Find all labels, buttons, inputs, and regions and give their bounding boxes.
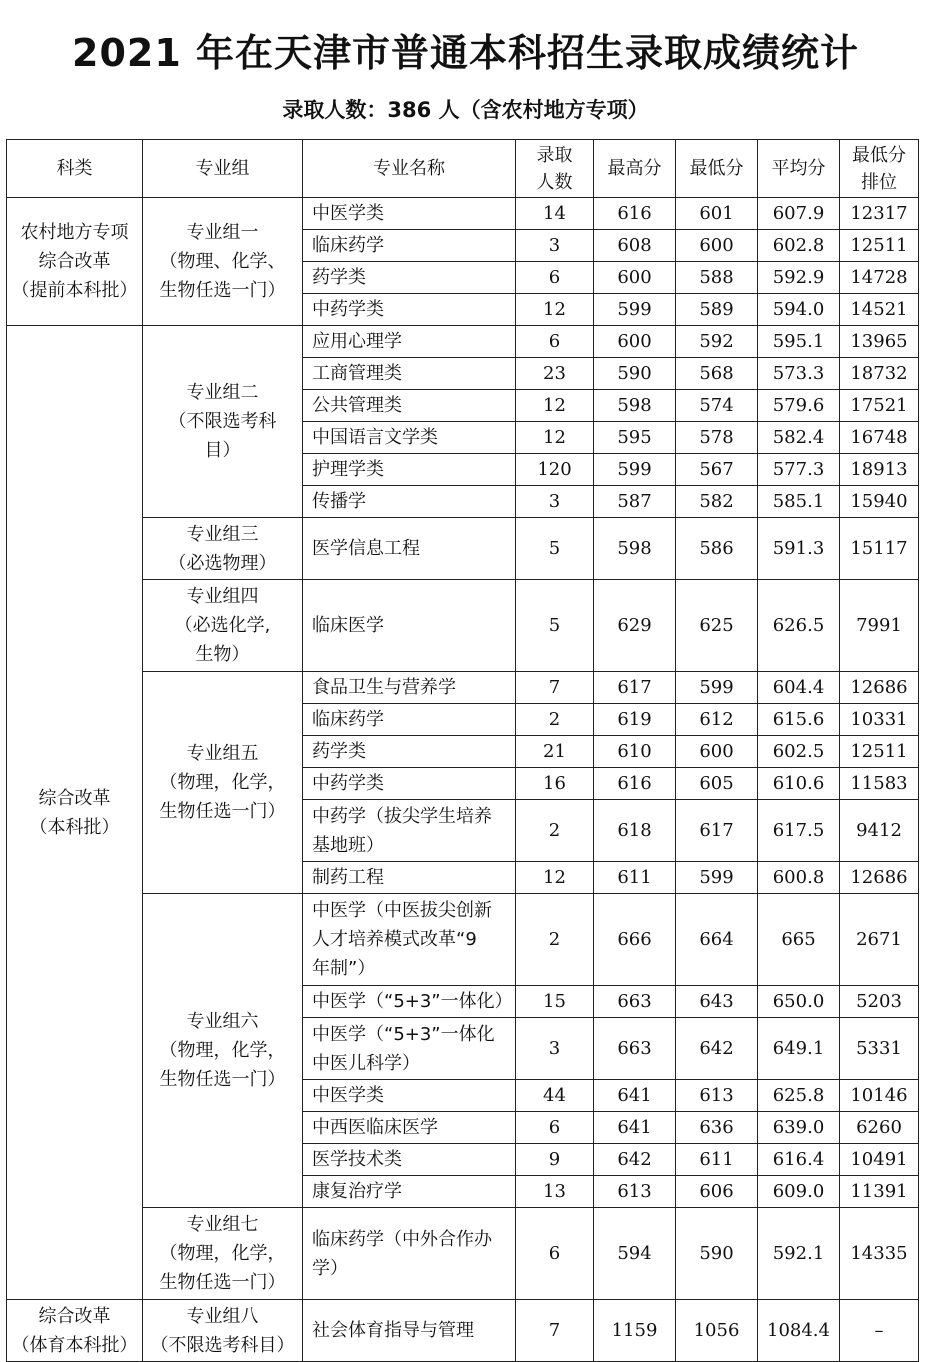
group-cell: 专业组二 （不限选考科 目） (143, 326, 303, 518)
header-category: 科类 (7, 140, 143, 198)
group-cell: 专业组八 （不限选考科目） (143, 1300, 303, 1362)
max-score-cell: 641 (594, 1112, 676, 1144)
min-score-cell: 605 (676, 768, 758, 800)
min-score-cell: 601 (676, 198, 758, 230)
rank-cell: 14521 (840, 294, 919, 326)
count-cell: 12 (516, 862, 594, 894)
major-cell: 中药学（拔尖学生培养 基地班） (303, 800, 516, 862)
rank-cell: – (840, 1300, 919, 1362)
major-cell: 临床药学 (303, 230, 516, 262)
table-row (7, 672, 919, 704)
major-cell: 食品卫生与营养学 (303, 672, 516, 704)
min-score-cell: 612 (676, 704, 758, 736)
avg-score-cell: 639.0 (758, 1112, 840, 1144)
min-score-cell: 600 (676, 736, 758, 768)
category-cell: 农村地方专项 综合改革 （提前本科批） (7, 198, 143, 326)
avg-score-cell: 610.6 (758, 768, 840, 800)
rank-cell: 15940 (840, 486, 919, 518)
rank-cell: 12511 (840, 230, 919, 262)
avg-score-cell: 585.1 (758, 486, 840, 518)
min-score-cell: 664 (676, 894, 758, 986)
table-row (7, 1208, 919, 1300)
max-score-cell: 599 (594, 294, 676, 326)
count-cell: 6 (516, 1208, 594, 1300)
rank-cell: 11583 (840, 768, 919, 800)
avg-score-cell: 600.8 (758, 862, 840, 894)
avg-score-cell: 607.9 (758, 198, 840, 230)
header-group: 专业组 (143, 140, 303, 198)
min-score-cell: 599 (676, 862, 758, 894)
table-body (7, 198, 919, 1362)
count-cell: 12 (516, 422, 594, 454)
group-cell: 专业组三 （必选物理） (143, 518, 303, 580)
avg-score-cell: 1084.4 (758, 1300, 840, 1362)
min-score-cell: 590 (676, 1208, 758, 1300)
avg-score-cell: 615.6 (758, 704, 840, 736)
avg-score-cell: 616.4 (758, 1144, 840, 1176)
max-score-cell: 629 (594, 580, 676, 672)
max-score-cell: 616 (594, 768, 676, 800)
rank-cell: 13965 (840, 326, 919, 358)
major-cell: 公共管理类 (303, 390, 516, 422)
major-cell: 中医学类 (303, 198, 516, 230)
count-cell: 5 (516, 580, 594, 672)
max-score-cell: 613 (594, 1176, 676, 1208)
count-cell: 2 (516, 800, 594, 862)
count-cell: 3 (516, 486, 594, 518)
max-score-cell: 598 (594, 518, 676, 580)
avg-score-cell: 602.8 (758, 230, 840, 262)
rank-cell: 5331 (840, 1018, 919, 1080)
max-score-cell: 598 (594, 390, 676, 422)
count-cell: 2 (516, 704, 594, 736)
max-score-cell: 1159 (594, 1300, 676, 1362)
rank-cell: 2671 (840, 894, 919, 986)
major-cell: 医学信息工程 (303, 518, 516, 580)
major-cell: 制药工程 (303, 862, 516, 894)
max-score-cell: 641 (594, 1080, 676, 1112)
major-cell: 中医学（中医拔尖创新 人才培养模式改革“9 年制”） (303, 894, 516, 986)
min-score-cell: 567 (676, 454, 758, 486)
count-cell: 44 (516, 1080, 594, 1112)
rank-cell: 9412 (840, 800, 919, 862)
min-score-cell: 592 (676, 326, 758, 358)
category-cell: 综合改革 （体育本科批） (7, 1300, 143, 1362)
rank-cell: 18913 (840, 454, 919, 486)
group-cell: 专业组六 （物理，化学， 生物任选一门） (143, 894, 303, 1208)
avg-score-cell: 617.5 (758, 800, 840, 862)
rank-cell: 10491 (840, 1144, 919, 1176)
header-avg: 平均分 (758, 140, 840, 198)
avg-score-cell: 665 (758, 894, 840, 986)
avg-score-cell: 577.3 (758, 454, 840, 486)
header-rank: 最低分 排位 (840, 140, 919, 198)
count-cell: 12 (516, 294, 594, 326)
rank-cell: 5203 (840, 986, 919, 1018)
major-cell: 中药学类 (303, 294, 516, 326)
group-cell: 专业组一 （物理、化学、 生物任选一门） (143, 198, 303, 326)
rank-cell: 6260 (840, 1112, 919, 1144)
major-cell: 工商管理类 (303, 358, 516, 390)
count-cell: 7 (516, 1300, 594, 1362)
major-cell: 传播学 (303, 486, 516, 518)
group-cell: 专业组五 （物理，化学， 生物任选一门） (143, 672, 303, 894)
rank-cell: 11391 (840, 1176, 919, 1208)
max-score-cell: 610 (594, 736, 676, 768)
avg-score-cell: 573.3 (758, 358, 840, 390)
min-score-cell: 588 (676, 262, 758, 294)
avg-score-cell: 602.5 (758, 736, 840, 768)
max-score-cell: 587 (594, 486, 676, 518)
table-row (7, 518, 919, 580)
max-score-cell: 599 (594, 454, 676, 486)
max-score-cell: 590 (594, 358, 676, 390)
min-score-cell: 611 (676, 1144, 758, 1176)
avg-score-cell: 650.0 (758, 986, 840, 1018)
group-cell: 专业组四 （必选化学, 生物） (143, 580, 303, 672)
header-min: 最低分 (676, 140, 758, 198)
max-score-cell: 600 (594, 326, 676, 358)
rank-cell: 15117 (840, 518, 919, 580)
max-score-cell: 611 (594, 862, 676, 894)
count-cell: 9 (516, 1144, 594, 1176)
rank-cell: 12686 (840, 672, 919, 704)
count-cell: 7 (516, 672, 594, 704)
major-cell: 护理学类 (303, 454, 516, 486)
count-cell: 3 (516, 230, 594, 262)
count-cell: 3 (516, 1018, 594, 1080)
min-score-cell: 599 (676, 672, 758, 704)
major-cell: 医学技术类 (303, 1144, 516, 1176)
avg-score-cell: 579.6 (758, 390, 840, 422)
min-score-cell: 586 (676, 518, 758, 580)
table-row (7, 894, 919, 986)
avg-score-cell: 626.5 (758, 580, 840, 672)
rank-cell: 12317 (840, 198, 919, 230)
avg-score-cell: 594.0 (758, 294, 840, 326)
count-cell: 2 (516, 894, 594, 986)
table-row (7, 1300, 919, 1362)
avg-score-cell: 592.1 (758, 1208, 840, 1300)
min-score-cell: 636 (676, 1112, 758, 1144)
major-cell: 中药学类 (303, 768, 516, 800)
count-cell: 15 (516, 986, 594, 1018)
min-score-cell: 613 (676, 1080, 758, 1112)
count-cell: 23 (516, 358, 594, 390)
max-score-cell: 594 (594, 1208, 676, 1300)
avg-score-cell: 625.8 (758, 1080, 840, 1112)
major-cell: 中西医临床医学 (303, 1112, 516, 1144)
min-score-cell: 643 (676, 986, 758, 1018)
min-score-cell: 574 (676, 390, 758, 422)
avg-score-cell: 582.4 (758, 422, 840, 454)
admission-table (6, 139, 919, 1362)
major-cell: 应用心理学 (303, 326, 516, 358)
avg-score-cell: 609.0 (758, 1176, 840, 1208)
count-cell: 5 (516, 518, 594, 580)
header-max: 最高分 (594, 140, 676, 198)
count-cell: 6 (516, 262, 594, 294)
major-cell: 中医学（“5+3”一体化） (303, 986, 516, 1018)
page-subtitle: 录取人数：386 人（含农村地方专项） (282, 98, 649, 122)
rank-cell: 12686 (840, 862, 919, 894)
min-score-cell: 589 (676, 294, 758, 326)
count-cell: 120 (516, 454, 594, 486)
count-cell: 13 (516, 1176, 594, 1208)
min-score-cell: 617 (676, 800, 758, 862)
min-score-cell: 606 (676, 1176, 758, 1208)
max-score-cell: 663 (594, 1018, 676, 1080)
avg-score-cell: 604.4 (758, 672, 840, 704)
count-cell: 6 (516, 326, 594, 358)
max-score-cell: 608 (594, 230, 676, 262)
major-cell: 中医学类 (303, 1080, 516, 1112)
count-cell: 14 (516, 198, 594, 230)
avg-score-cell: 649.1 (758, 1018, 840, 1080)
avg-score-cell: 595.1 (758, 326, 840, 358)
rank-cell: 14728 (840, 262, 919, 294)
major-cell: 药学类 (303, 262, 516, 294)
min-score-cell: 625 (676, 580, 758, 672)
max-score-cell: 600 (594, 262, 676, 294)
rank-cell: 10331 (840, 704, 919, 736)
min-score-cell: 578 (676, 422, 758, 454)
header-count: 录取 人数 (516, 140, 594, 198)
major-cell: 药学类 (303, 736, 516, 768)
avg-score-cell: 591.3 (758, 518, 840, 580)
max-score-cell: 666 (594, 894, 676, 986)
table-row (7, 198, 919, 230)
avg-score-cell: 592.9 (758, 262, 840, 294)
rank-cell: 10146 (840, 1080, 919, 1112)
min-score-cell: 568 (676, 358, 758, 390)
rank-cell: 14335 (840, 1208, 919, 1300)
major-cell: 中国语言文学类 (303, 422, 516, 454)
rank-cell: 7991 (840, 580, 919, 672)
max-score-cell: 595 (594, 422, 676, 454)
major-cell: 临床医学 (303, 580, 516, 672)
min-score-cell: 642 (676, 1018, 758, 1080)
major-cell: 康复治疗学 (303, 1176, 516, 1208)
header-major: 专业名称 (303, 140, 516, 198)
max-score-cell: 617 (594, 672, 676, 704)
count-cell: 12 (516, 390, 594, 422)
group-cell: 专业组七 （物理，化学， 生物任选一门） (143, 1208, 303, 1300)
max-score-cell: 618 (594, 800, 676, 862)
count-cell: 16 (516, 768, 594, 800)
major-cell: 中医学（“5+3”一体化 中医儿科学） (303, 1018, 516, 1080)
category-cell: 综合改革 （本科批） (7, 326, 143, 1300)
rank-cell: 18732 (840, 358, 919, 390)
major-cell: 临床药学 (303, 704, 516, 736)
min-score-cell: 600 (676, 230, 758, 262)
min-score-cell: 582 (676, 486, 758, 518)
max-score-cell: 663 (594, 986, 676, 1018)
max-score-cell: 619 (594, 704, 676, 736)
rank-cell: 16748 (840, 422, 919, 454)
rank-cell: 12511 (840, 736, 919, 768)
count-cell: 6 (516, 1112, 594, 1144)
rank-cell: 17521 (840, 390, 919, 422)
page-title: 2021 年在天津市普通本科招生录取成绩统计 (72, 31, 859, 75)
header-row (7, 140, 919, 198)
min-score-cell: 1056 (676, 1300, 758, 1362)
table-row (7, 580, 919, 672)
max-score-cell: 642 (594, 1144, 676, 1176)
count-cell: 21 (516, 736, 594, 768)
table-row (7, 326, 919, 358)
major-cell: 社会体育指导与管理 (303, 1300, 516, 1362)
major-cell: 临床药学（中外合作办 学） (303, 1208, 516, 1300)
max-score-cell: 616 (594, 198, 676, 230)
